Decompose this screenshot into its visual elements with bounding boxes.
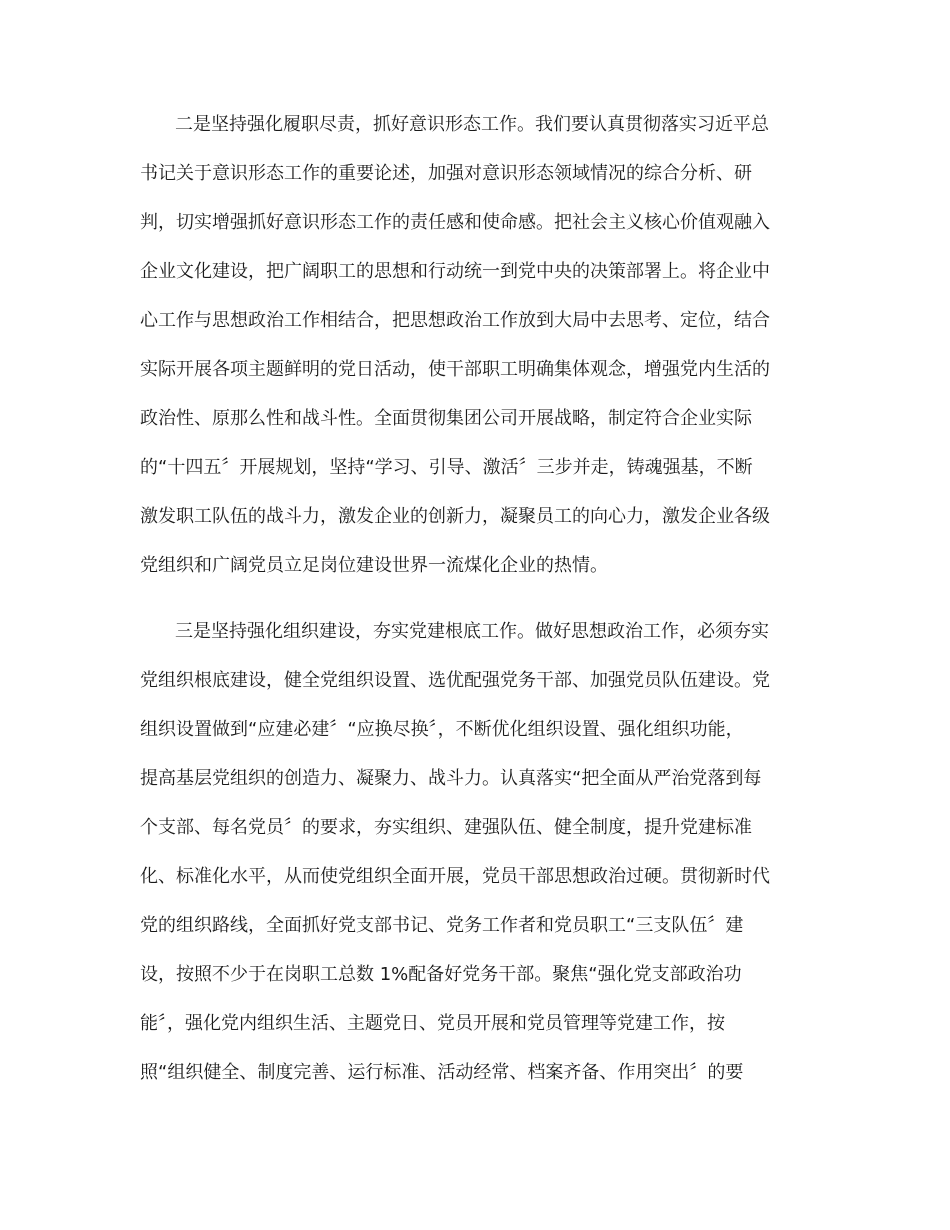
paragraph-1-line-4: 企业文化建设，把广阔职工的思想和行动统一到党中央的决策部署上。将企业中	[140, 261, 770, 282]
paragraph-2-line-3: 组织设置做到“应建必建〞“应换尽换〞，不断优化组织设置、强化组织功能，	[140, 719, 744, 740]
paragraph-2-line-10: 照“组织健全、制度完善、运行标准、活动经常、档案齐备、作用突出〞的要	[140, 1062, 744, 1083]
paragraph-1-line-8: 的“十四五〞开展规划，坚持“学习、引导、激活〞三步并走，铸魂强基，不断	[140, 457, 753, 478]
paragraph-1-line-10: 党组织和广阔党员立足岗位建设世界一流煤化企业的热情。	[140, 555, 608, 576]
paragraph-2-line-5: 个支部、每名党员〞的要求，夯实组织、建强队伍、健全制度，提升党建标准	[140, 817, 752, 838]
paragraph-2-line-1: 三是坚持强化组织建设，夯实党建根底工作。做好思想政治工作，必须夯实	[175, 621, 769, 642]
paragraph-2-line-7: 党的组织路线，全面抓好党支部书记、党务工作者和党员职工“三支队伍〞建	[140, 915, 744, 936]
paragraph-1-line-9: 激发职工队伍的战斗力，激发企业的创新力，凝聚员工的向心力，激发企业各级	[140, 506, 770, 527]
paragraph-1-line-6: 实际开展各项主题鲜明的党日活动，使干部职工明确集体观念，增强党内生活的	[140, 359, 770, 380]
paragraph-2-line-4: 提高基层党组织的创造力、凝聚力、战斗力。认真落实“把全面从严治党落到每	[140, 768, 762, 789]
paragraph-1-line-1: 二是坚持强化履职尽责，抓好意识形态工作。我们要认真贯彻落实习近平总	[175, 114, 769, 135]
paragraph-2-line-2: 党组织根底建设，健全党组织设置、选优配强党务干部、加强党员队伍建设。党	[140, 670, 770, 691]
paragraph-1-line-2: 书记关于意识形态工作的重要论述，加强对意识形态领域情况的综合分析、研	[140, 163, 752, 184]
paragraph-2-line-9: 能〞，强化党内组织生活、主题党日、党员开展和党员管理等党建工作，按	[140, 1013, 725, 1034]
paragraph-1-line-3: 判，切实增强抓好意识形态工作的责任感和使命感。把社会主义核心价值观融入	[140, 212, 770, 233]
paragraph-2-line-8: 设，按照不少于在岗职工总数 1%配备好党务干部。聚焦“强化党支部政治功	[140, 964, 742, 985]
paragraph-1-line-5: 心工作与思想政治工作相结合，把思想政治工作放到大局中去思考、定位，结合	[140, 310, 770, 331]
paragraph-1-line-7: 政治性、原那么性和战斗性。全面贯彻集团公司开展战略，制定符合企业实际	[140, 408, 752, 429]
paragraph-2-line-6: 化、标准化水平，从而使党组织全面开展，党员干部思想政治过硬。贯彻新时代	[140, 866, 770, 887]
